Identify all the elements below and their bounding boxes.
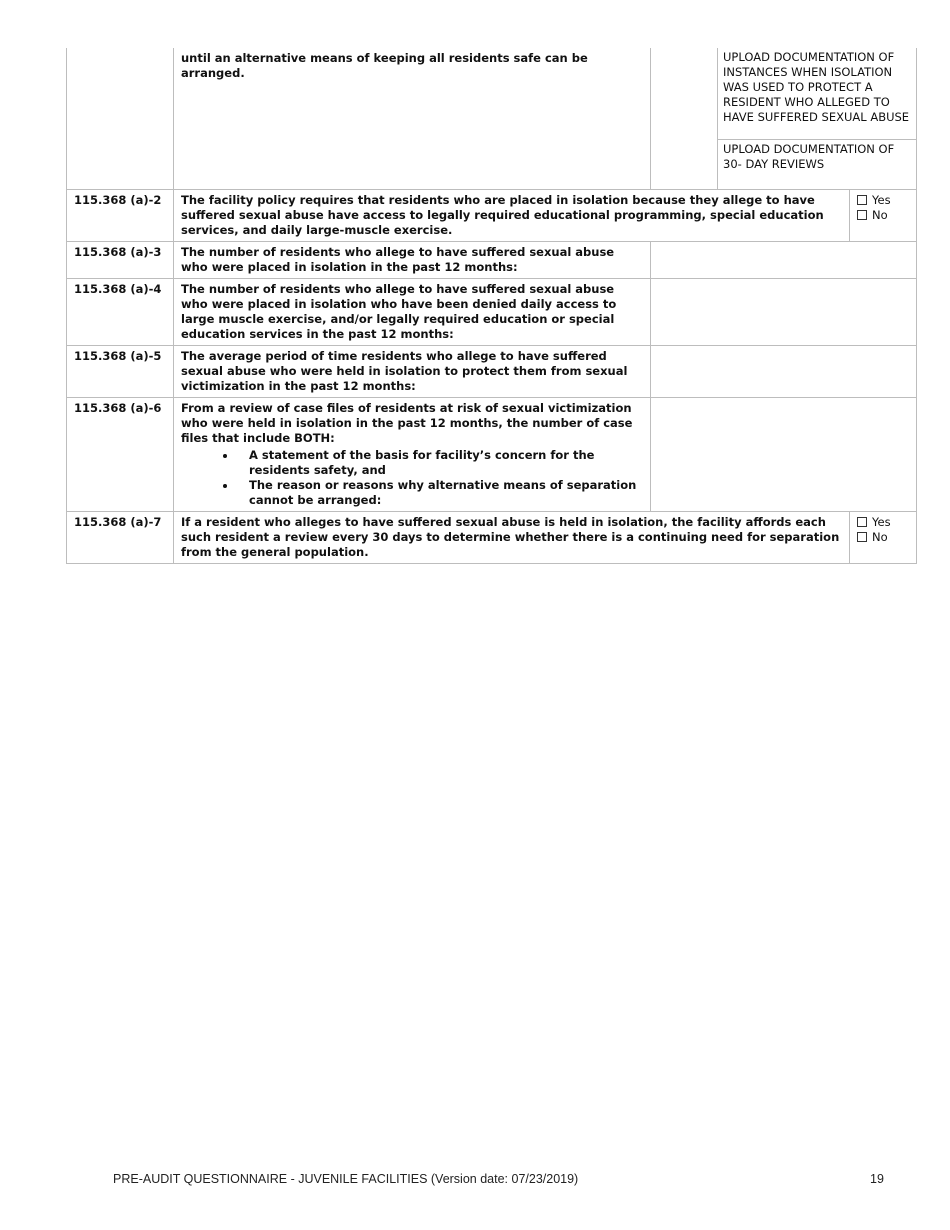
standard-id: 115.368 (a)-4 — [67, 278, 174, 345]
no-checkbox[interactable] — [857, 210, 867, 220]
standard-id: 115.368 (a)-5 — [67, 345, 174, 397]
yes-checkbox[interactable] — [857, 195, 867, 205]
question-text: The average period of time residents who allege to have suffered sexual abuse who were held in isolation to protect them from sexual victimization in the past 12 months: — [174, 345, 651, 397]
page-number: 19 — [870, 1172, 884, 1186]
table-row — [67, 511, 917, 563]
upload-cell — [718, 48, 917, 189]
answer-field[interactable] — [651, 278, 917, 345]
row-id-cell — [67, 48, 174, 189]
table-row — [67, 189, 917, 241]
table-row — [67, 48, 917, 189]
bullet-list — [181, 448, 644, 508]
question-text: The number of residents who allege to have suffered sexual abuse who were placed in isolation who have been denied daily access to large muscle exercise, and/or legally required education or special education services in the past 12 months: — [174, 278, 651, 345]
question-text: until an alternative means of keeping all residents safe can be arranged. — [174, 48, 651, 189]
upload-documentation-30-day-reviews[interactable]: UPLOAD DOCUMENTATION OF 30- DAY REVIEWS — [723, 142, 895, 171]
standard-id: 115.368 (a)-2 — [67, 189, 174, 241]
question-cell — [174, 397, 651, 511]
question-text: The number of residents who allege to have suffered sexual abuse who were placed in isolation in the past 12 months: — [174, 241, 651, 278]
no-option[interactable] — [857, 530, 910, 545]
answer-field[interactable] — [651, 241, 917, 278]
standards-table — [66, 48, 917, 564]
response-cell[interactable] — [651, 48, 718, 189]
standard-id: 115.368 (a)-6 — [67, 397, 174, 511]
yes-checkbox[interactable] — [857, 517, 867, 527]
yes-option[interactable] — [857, 193, 910, 208]
standard-id: 115.368 (a)-3 — [67, 241, 174, 278]
question-text: If a resident who alleges to have suffered sexual abuse is held in isolation, the facility affords each such resident a review every 30 days to determine whether there is a continuing need for separation from the general population. — [174, 511, 850, 563]
standard-id: 115.368 (a)-7 — [67, 511, 174, 563]
yes-option[interactable] — [857, 515, 910, 530]
list-item: • The reason or reasons why alternative means of separation cannot be arranged: — [237, 478, 644, 508]
footer-title: PRE-AUDIT QUESTIONNAIRE - JUVENILE FACILITIES (Version date: 07/23/2019) — [113, 1172, 579, 1186]
no-checkbox[interactable] — [857, 532, 867, 542]
answer-field[interactable] — [651, 397, 917, 511]
yes-label: Yes — [872, 192, 891, 207]
yes-label: Yes — [872, 514, 891, 529]
yes-no-cell — [850, 189, 917, 241]
table-row — [67, 397, 917, 511]
question-text: From a review of case files of residents at risk of sexual victimization who were held in isolation in the past 12 months, the number of case files that include BOTH: — [181, 400, 633, 445]
answer-field[interactable] — [651, 345, 917, 397]
question-text: The facility policy requires that residents who are placed in isolation because they allege to have suffered sexual abuse have access to legally required educational programming, special education services, and daily large-muscle exercise. — [174, 189, 850, 241]
list-item: • A statement of the basis for facility’s concern for the residents safety, and — [237, 448, 644, 478]
no-label: No — [872, 529, 888, 544]
no-option[interactable] — [857, 208, 910, 223]
table-row — [67, 345, 917, 397]
no-label: No — [872, 207, 888, 222]
upload-documentation-isolation[interactable]: UPLOAD DOCUMENTATION OF INSTANCES WHEN ISOLATION WAS USED TO PROTECT A RESIDENT WHO ALLEGED TO HAVE SUFFERED SEXUAL ABUSE — [718, 48, 916, 140]
yes-no-cell — [850, 511, 917, 563]
table-row — [67, 278, 917, 345]
table-row — [67, 241, 917, 278]
